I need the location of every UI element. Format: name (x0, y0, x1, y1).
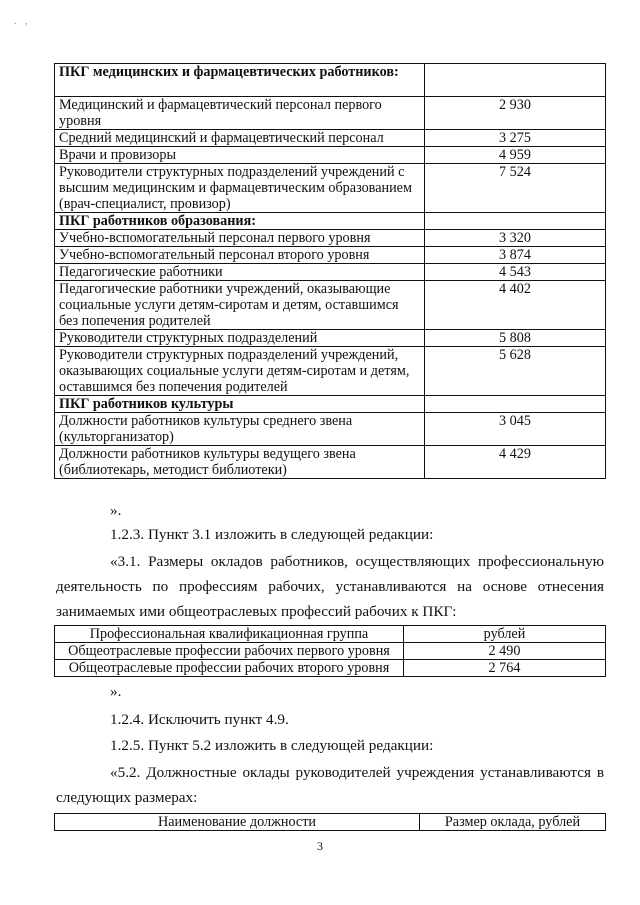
quote-close-1: ». (110, 502, 122, 519)
group-header-row (55, 64, 606, 97)
position-name: Руководители структурных подразделений (55, 330, 425, 347)
column-header-position: Наименование должности (55, 814, 420, 831)
group-title: ПКГ медицинских и фармацевтических работников: (55, 64, 425, 97)
column-header-salary: Размер оклада, рублей (420, 814, 606, 831)
paragraph-5-2-line-1-text: «5.2. Должностные оклады руководителей учреждения устанавливаются в (110, 764, 604, 781)
salary-value: 2 490 (404, 643, 606, 660)
position-name: Руководители структурных подразделений учреждений, оказывающих социальные услуги детям-сиротам и детям, оставшимся без попечения родителей (55, 347, 425, 396)
group-header-row (55, 213, 606, 230)
workers-salary-table (54, 625, 606, 677)
position-name: Врачи и провизоры (55, 147, 425, 164)
table-row (55, 413, 606, 446)
group-value-empty (425, 64, 606, 97)
salary-value: 7 524 (425, 164, 606, 213)
table-row (55, 446, 606, 479)
profession-group: Общеотраслевые профессии рабочих первого уровня (55, 643, 404, 660)
salary-value: 3 874 (425, 247, 606, 264)
table-row (55, 147, 606, 164)
position-name: Руководители структурных подразделений учреждений с высшим медицинским и фармацевтическим образованием (врач-специалист, провизор) (55, 164, 425, 213)
salary-value: 4 543 (425, 264, 606, 281)
page-number: 3 (317, 839, 323, 853)
salary-value: 2 930 (425, 97, 606, 130)
salary-value: 3 320 (425, 230, 606, 247)
table-row (55, 281, 606, 330)
table-row (55, 97, 606, 130)
scan-artifact-marks: . , (14, 16, 31, 27)
quote-close-2: ». (110, 683, 122, 700)
table-row (55, 347, 606, 396)
salary-value: 5 628 (425, 347, 606, 396)
salary-table-pkg (54, 63, 606, 479)
group-header-row (55, 396, 606, 413)
position-name: Должности работников культуры среднего звена (культорганизатор) (55, 413, 425, 446)
paragraph-3-1-line-1-text: «3.1. Размеры окладов работников, осуществляющих профессиональную (110, 553, 604, 570)
salary-value: 4 959 (425, 147, 606, 164)
salary-value: 5 808 (425, 330, 606, 347)
table-row (55, 247, 606, 264)
paragraph-3-1-line-3: занимаемых ими общеотраслевых профессий рабочих к ПКГ: (56, 603, 457, 620)
paragraph-3-1-line-2: деятельность по профессиям рабочих, устанавливаются на основе отнесения (56, 578, 604, 595)
paragraph-5-2-line-1 (56, 764, 604, 782)
column-header-rubles: рублей (404, 626, 606, 643)
table-row (55, 660, 606, 677)
paragraph-1-2-3: 1.2.3. Пункт 3.1 изложить в следующей редакции: (110, 526, 434, 543)
salary-value: 3 045 (425, 413, 606, 446)
group-value-empty (425, 396, 606, 413)
salary-value: 4 429 (425, 446, 606, 479)
paragraph-5-2-line-2: следующих размерах: (56, 789, 198, 806)
group-title: ПКГ работников культуры (55, 396, 425, 413)
table-row (55, 130, 606, 147)
table-row (55, 230, 606, 247)
position-name: Педагогические работники учреждений, оказывающие социальные услуги детям-сиротам и детям, оставшимся без попечения родителей (55, 281, 425, 330)
group-value-empty (425, 213, 606, 230)
position-name: Средний медицинский и фармацевтический персонал (55, 130, 425, 147)
table-row (55, 643, 606, 660)
position-name: Педагогические работники (55, 264, 425, 281)
managers-salary-table (54, 813, 606, 831)
table-row (55, 330, 606, 347)
profession-group: Общеотраслевые профессии рабочих второго уровня (55, 660, 404, 677)
salary-value: 4 402 (425, 281, 606, 330)
salary-value: 3 275 (425, 130, 606, 147)
table-header-row (55, 626, 606, 643)
paragraph-1-2-4: 1.2.4. Исключить пункт 4.9. (110, 711, 289, 728)
table-row (55, 264, 606, 281)
paragraph-3-1-line-1 (56, 553, 604, 571)
position-name: Учебно-вспомогательный персонал первого уровня (55, 230, 425, 247)
position-name: Должности работников культуры ведущего звена (библиотекарь, методист библиотеки) (55, 446, 425, 479)
position-name: Медицинский и фармацевтический персонал первого уровня (55, 97, 425, 130)
position-name: Учебно-вспомогательный персонал второго уровня (55, 247, 425, 264)
column-header-group: Профессиональная квалификационная группа (55, 626, 404, 643)
paragraph-1-2-5: 1.2.5. Пункт 5.2 изложить в следующей редакции: (110, 737, 434, 754)
salary-value: 2 764 (404, 660, 606, 677)
group-title: ПКГ работников образования: (55, 213, 425, 230)
table-row (55, 164, 606, 213)
table-header-row (55, 814, 606, 831)
